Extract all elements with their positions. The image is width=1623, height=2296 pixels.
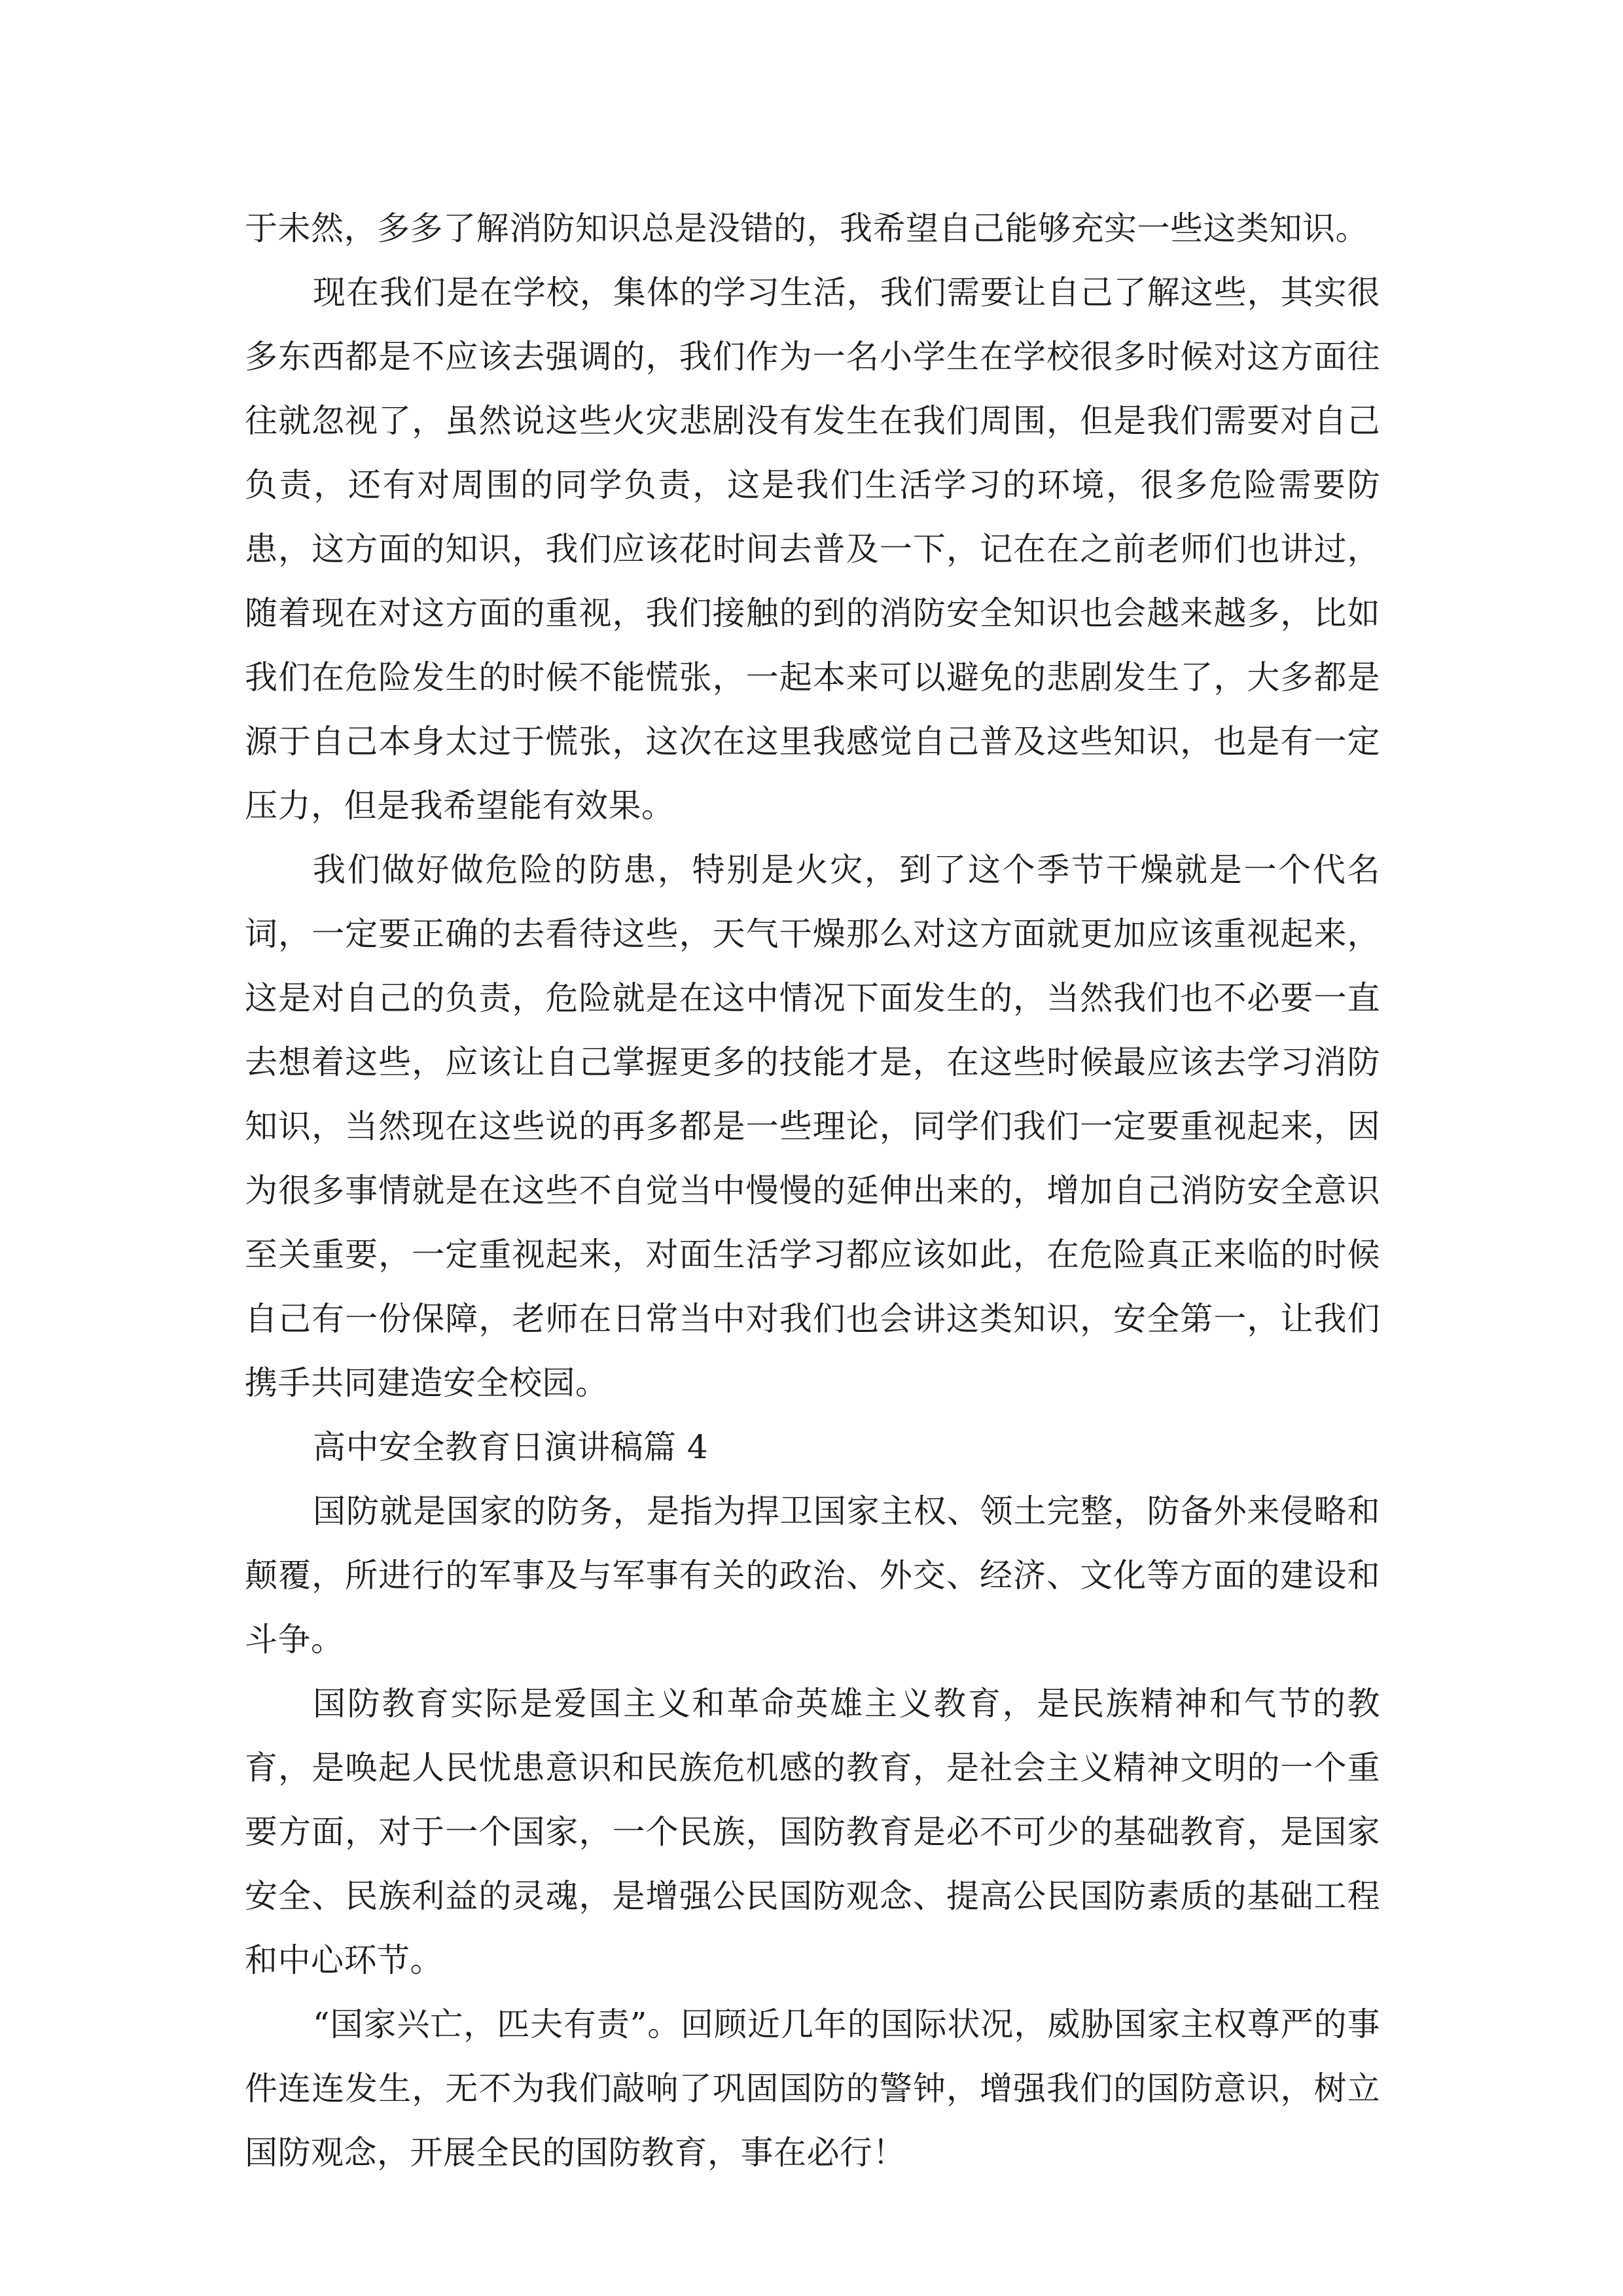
paragraph-national-defense-education: 国防教育实际是爱国主义和革命英雄主义教育，是民族精神和气节的教育，是唤起人民忧患意识和民族危机感的教育，是社会主义精神文明的一个重要方面，对于一个国家，一个民族，国防教育是必不可少的基础教育，是国家安全、民族利益的灵魂，是增强公民国防观念、提高公民国防素质的基础工程和中心环节。: [245, 1685, 1380, 1979]
paragraph-continuation: 于未然，多多了解消防知识总是没错的，我希望自己能够充实一些这类知识。: [245, 209, 1368, 247]
paragraph-fire-prevention: 我们做好做危险的防患，特别是火灾，到了这个季节干燥就是一个代名词，一定要正确的去看待这些，天气干燥那么对这方面就更加应该重视起来，这是对自己的负责，危险就是在这中情况下面发生的，当然我们也不必要一直去想着这些，应该让自己掌握更多的技能才是，在这些时候最应该去学习消防知识，当然现在这些说的再多都是一些理论，同学们我们一定要重视起来，因为很多事情就是在这些不自觉当中慢慢的延伸出来的，增加自己消防安全意识至关重要，一定重视起来，对面生活学习都应该如此，在危险真正来临的时候自己有一份保障，老师在日常当中对我们也会讲这类知识，安全第一，让我们携手共同建造安全校园。: [245, 851, 1380, 1402]
paragraph-national-duty: “国家兴亡，匹夫有责”。回顾近几年的国际状况，威胁国家主权尊严的事件连连发生，无不为我们敲响了巩固国防的警钟，增强我们的国防意识，树立国防观念，开展全民的国防教育，事在必行！: [245, 2005, 1380, 2172]
document-body: [245, 196, 1380, 2185]
paragraph-national-defense-definition: 国防就是国家的防务，是指为捍卫国家主权、领土完整，防备外来侵略和颠覆，所进行的军事及与军事有关的政治、外交、经济、文化等方面的建设和斗争。: [245, 1492, 1380, 1659]
paragraph-school-life: 现在我们是在学校，集体的学习生活，我们需要让自己了解这些，其实很多东西都是不应该去强调的，我们作为一名小学生在学校很多时候对这方面往往就忽视了，虽然说这些火灾悲剧没有发生在我们周围，但是我们需要对自己负责，还有对周围的同学负责，这是我们生活学习的环境，很多危险需要防患，这方面的知识，我们应该花时间去普及一下，记在在之前老师们也讲过，随着现在对这方面的重视，我们接触的到的消防安全知识也会越来越多，比如我们在危险发生的时候不能慌张，一起本来可以避免的悲剧发生了，大多都是源于自己本身太过于慌张，这次在这里我感觉自己普及这些知识，也是有一定压力，但是我希望能有效果。: [245, 274, 1380, 825]
section-heading: 高中安全教育日演讲稿篇 4: [313, 1428, 709, 1466]
